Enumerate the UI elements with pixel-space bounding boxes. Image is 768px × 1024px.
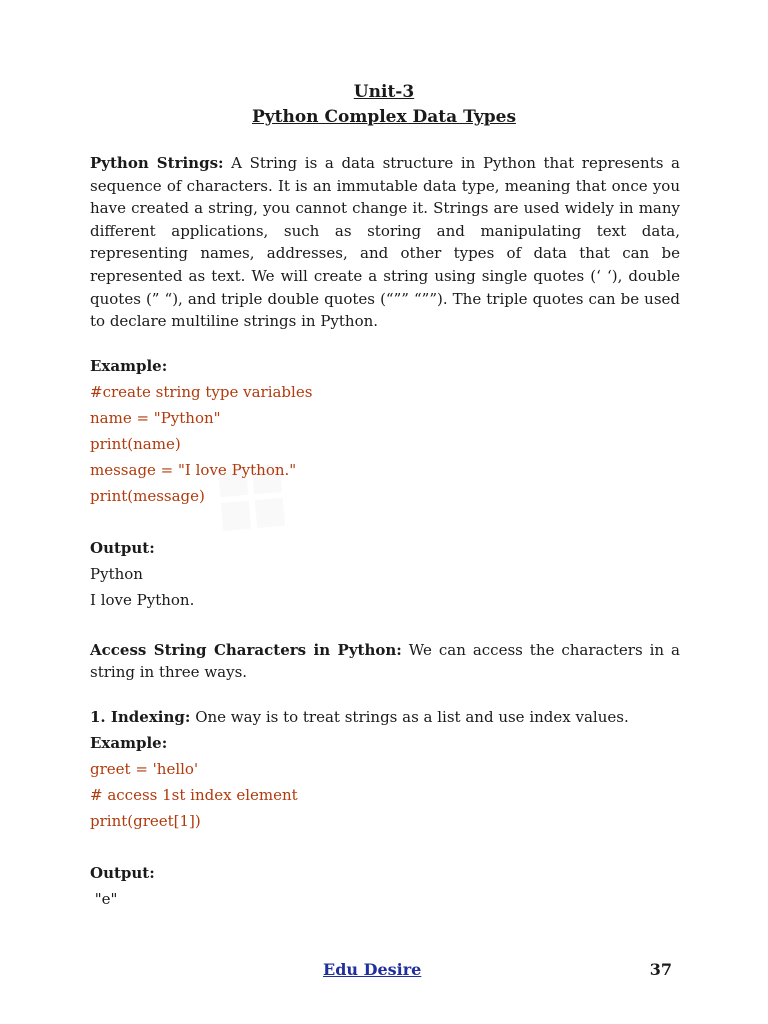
example-1-block <box>90 353 680 509</box>
output-2-block <box>90 860 680 912</box>
strings-label: Python Strings: <box>90 154 224 172</box>
code-line: name = "Python" <box>90 408 221 427</box>
access-text: We can access the characters in a string in three ways. <box>90 640 680 682</box>
footer-brand-link[interactable]: Edu Desire <box>323 960 422 979</box>
page-title: Python Complex Data Types <box>251 107 517 127</box>
output-1-label: Output: <box>90 538 155 557</box>
code-line: print(name) <box>90 434 181 453</box>
code-line: #create string type variables <box>90 382 313 401</box>
indexing-text: One way is to treat strings as a list and use index values. <box>190 707 629 726</box>
code-line: message = "I love Python." <box>90 460 297 479</box>
access-paragraph <box>90 639 680 684</box>
indexing-paragraph <box>90 704 680 730</box>
output-2-label: Output: <box>90 863 155 882</box>
code-line: print(message) <box>90 486 205 505</box>
access-label: Access String Characters in Python: <box>90 640 402 659</box>
indexing-label: 1. Indexing: <box>90 707 191 726</box>
output-1-block <box>90 535 680 613</box>
unit-heading: Unit-3 <box>353 82 415 102</box>
example-2-label: Example: <box>90 733 168 752</box>
output-line: Python <box>90 564 143 583</box>
code-line: greet = 'hello' <box>90 759 199 778</box>
indexing-block <box>90 704 680 834</box>
page-footer <box>0 960 768 984</box>
code-line: # access 1st index element <box>90 785 298 804</box>
page-header <box>0 80 768 130</box>
code-line: print(greet[1]) <box>90 811 201 830</box>
output-line: "e" <box>90 889 118 908</box>
output-line: I love Python. <box>90 590 195 609</box>
example-1-label: Example: <box>90 356 168 375</box>
strings-text: A String is a data structure in Python that represents a sequence of characters. It is an immutable data type, meaning that once you have created a string, you cannot change it. Strings are used widely in many different applications, such as storing and manipulating text data, representing names, addresses, and other types of data that can be represented as text. We will create a string using single quotes (‘ ‘), double quotes (” “), and triple double quotes (“”” “””). The triple quotes can be used to declare multiline strings in Python. <box>90 154 680 331</box>
strings-paragraph <box>90 152 680 333</box>
page-number: 37 <box>649 960 672 979</box>
main-content <box>90 152 680 912</box>
